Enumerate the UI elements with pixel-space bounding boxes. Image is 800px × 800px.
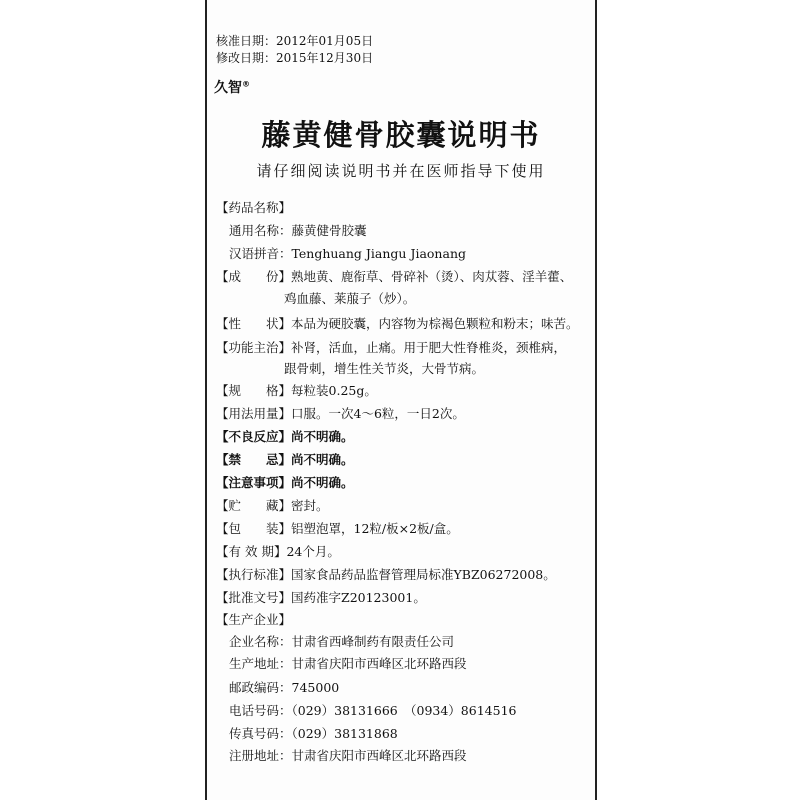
validity-text: 24个月。 [286,544,340,559]
standard-text: 国家食品药品监督管理局标准YBZ06272008。 [291,567,556,582]
ingredients-line2: 鸡血藤、莱菔子（炒）。 [284,291,416,306]
indications-line2: 跟骨刺，增生性关节炎，大骨节病。 [284,361,485,376]
package-label: 【包 装】 [216,521,292,536]
package-row [216,519,459,539]
brand-name: 久智 [214,80,242,96]
adverse-text: 尚不明确。 [291,429,354,444]
validity-label: 【有 效 期】 [216,544,287,559]
precautions-text: 尚不明确。 [291,475,354,490]
manufacturer-label: 【生产企业】 [216,612,292,627]
storage-label: 【贮 藏】 [216,498,292,513]
phone-value: （029）38131666 （0934）8614516 [291,703,517,718]
phone-label: 电话号码： [229,703,292,718]
company-value: 甘肃省西峰制药有限责任公司 [291,634,455,649]
manufacturer-heading [216,610,291,630]
validity-row [216,542,340,562]
ingredients-line1: 熟地黄、鹿衔草、骨碎补（烫）、肉苁蓉、淫羊藿、 [291,269,573,284]
adverse-row [216,427,354,447]
appearance-label: 【性 状】 [216,316,292,331]
spec-text: 每粒装0.25g。 [291,383,377,398]
package-text: 铝塑泡罩，12粒/板×2板/盒。 [291,521,459,536]
spec-label: 【规 格】 [216,383,292,398]
contraindications-label: 【禁 忌】 [216,452,292,467]
indications-line1: 补肾，活血，止痛。用于肥大性脊椎炎，颈椎病， [291,340,567,355]
pinyin-label: 汉语拼音： [229,246,292,261]
precautions-label: 【注意事项】 [216,475,292,490]
company-row [229,632,454,652]
phone-row [229,701,516,721]
storage-row [216,496,329,516]
postcode-row [229,678,339,698]
pinyin-value: Tenghuang Jiangu Jiaonang [291,246,466,261]
registered-address-value: 甘肃省庆阳市西峰区北环路西段 [291,748,467,763]
approval-text: 国药准字Z20123001。 [291,590,426,605]
indications-label: 【功能主治】 [216,340,292,355]
standard-row [216,565,556,585]
registered-address-label: 注册地址： [229,748,292,763]
pinyin-row [229,244,466,264]
ingredients-label: 【成 份】 [216,269,292,284]
usage-text: 口服。一次4～6粒，一日2次。 [291,406,465,421]
spec-row [216,381,377,401]
indications-row [216,338,566,358]
document-subtitle: 请仔细阅读说明书并在医师指导下使用 [256,162,546,180]
registered-address-row [229,746,467,766]
standard-label: 【执行标准】 [216,567,292,582]
approval-row [216,588,426,608]
postcode-value: 745000 [291,680,340,695]
approval-date: 核准日期：2012年01月05日 [216,34,374,48]
brand-logo [214,77,250,97]
fax-label: 传真号码： [229,726,292,741]
approval-label: 【批准文号】 [216,590,292,605]
drug-name-heading [216,198,291,218]
generic-name-value: 藤黄健骨胶囊 [291,223,367,238]
usage-label: 【用法用量】 [216,406,292,421]
storage-text: 密封。 [291,498,329,513]
revision-date: 修改日期：2015年12月30日 [216,51,374,65]
fax-value: （029）38131868 [291,726,398,741]
adverse-label: 【不良反应】 [216,429,292,444]
contraindications-row [216,450,354,470]
appearance-row [216,314,579,334]
registered-mark: ® [242,79,250,89]
postcode-label: 邮政编码： [229,680,292,695]
production-address-row [229,654,467,674]
production-address-value: 甘肃省庆阳市西峰区北环路西段 [291,656,467,671]
precautions-row [216,473,354,493]
drug-name-label: 【药品名称】 [216,200,292,215]
production-address-label: 生产地址： [229,656,292,671]
ingredients-row [216,267,572,287]
company-label: 企业名称： [229,634,292,649]
contraindications-text: 尚不明确。 [291,452,354,467]
document-title: 藤黄健骨胶囊说明书 [261,118,541,152]
fax-row [229,724,398,744]
generic-name-row [229,221,367,241]
appearance-text: 本品为硬胶囊，内容物为棕褐色颗粒和粉末；味苦。 [291,316,579,331]
generic-name-label: 通用名称： [229,223,292,238]
usage-row [216,404,465,424]
